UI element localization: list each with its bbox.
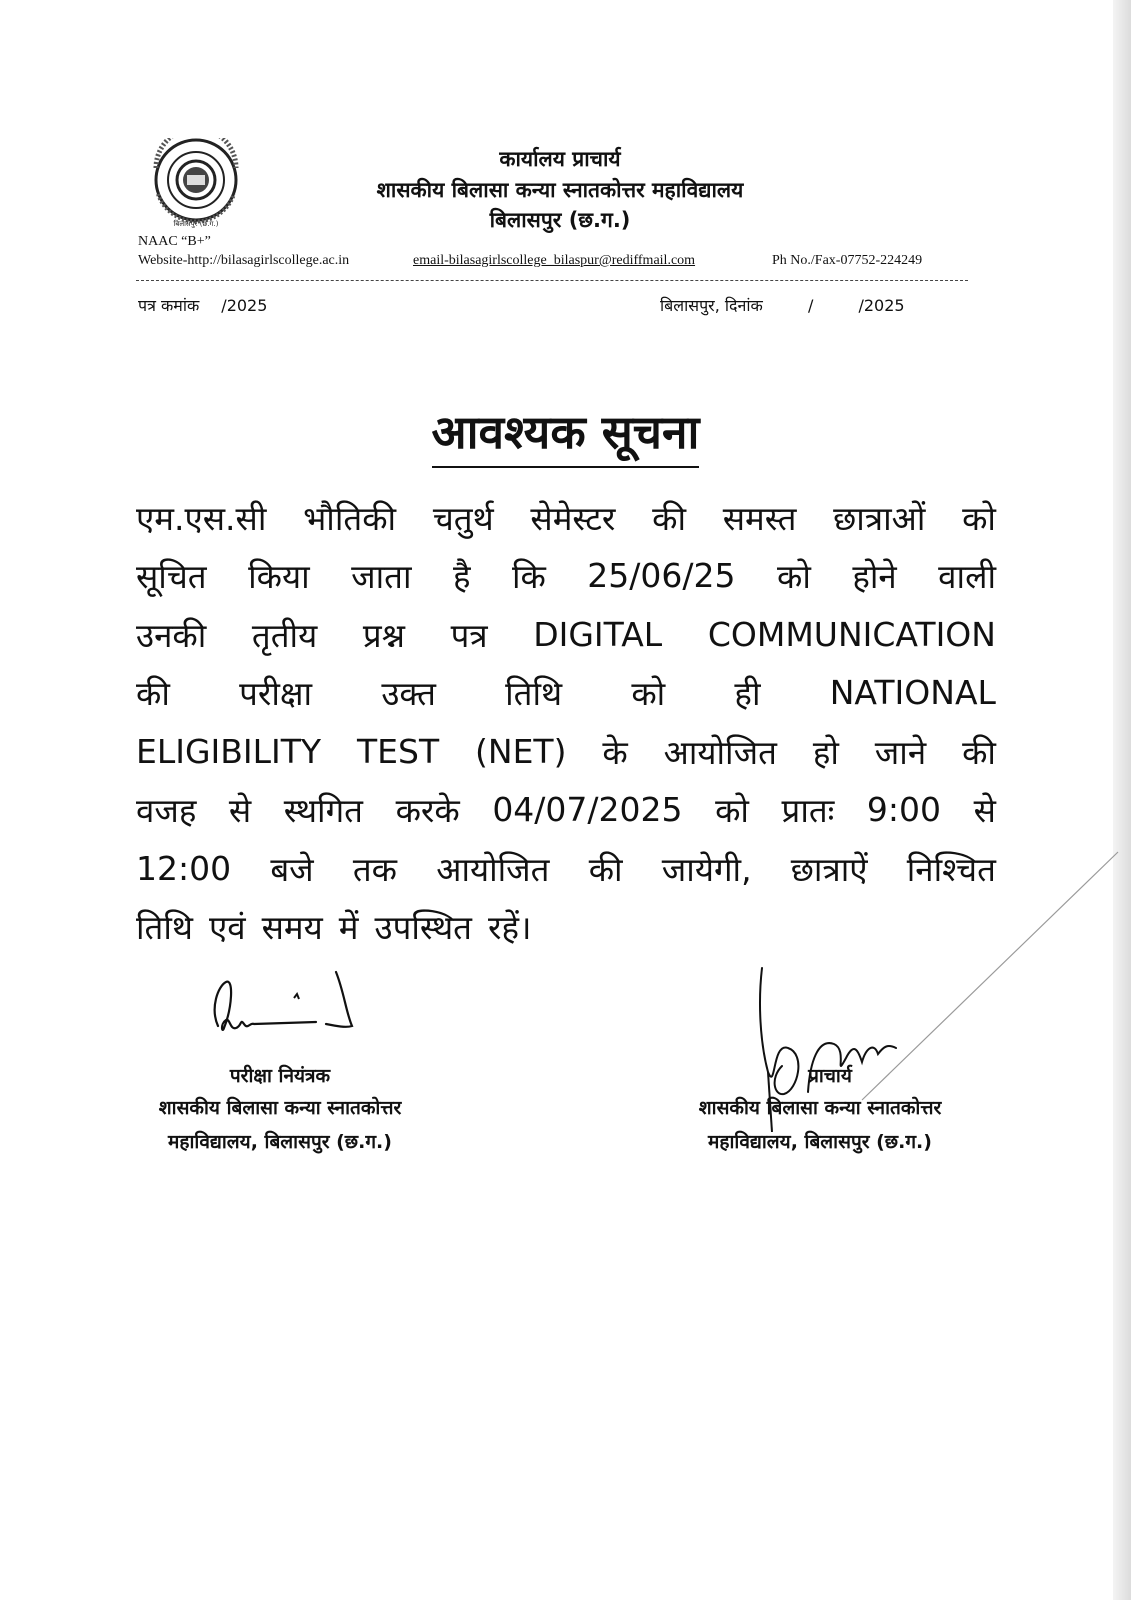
notice-word: TEST bbox=[356, 731, 440, 771]
notice-word: चतुर्थ bbox=[432, 498, 494, 538]
notice-word: की bbox=[962, 732, 996, 772]
notice-word: तृतीय bbox=[251, 615, 318, 655]
notice-word: है bbox=[452, 557, 471, 597]
notice-word: उपस्थित bbox=[374, 908, 472, 948]
place-date bbox=[660, 294, 905, 316]
contact-line bbox=[138, 253, 948, 273]
logo-caption: बिलासपुर (छ.ग.) bbox=[173, 220, 219, 228]
notice-word: वजह bbox=[136, 791, 197, 831]
notice-line bbox=[136, 605, 996, 664]
notice-word: छात्राऐं bbox=[790, 849, 868, 889]
notice-word: की bbox=[136, 674, 170, 714]
notice-line bbox=[136, 898, 996, 957]
notice-line bbox=[136, 781, 996, 840]
notice-word: 25/06/25 bbox=[587, 556, 736, 596]
website-link[interactable]: Website-http://bilasagirlscollege.ac.in bbox=[138, 253, 350, 268]
notice-title-text: आवश्यक सूचना bbox=[432, 400, 700, 468]
right-org-line2: महाविद्यालय, बिलासपुर (छ.ग.) bbox=[708, 1131, 932, 1153]
right-org-line1: शासकीय बिलासा कन्या स्नातकोत्तर bbox=[698, 1097, 942, 1119]
notice-word: एम.एस.सी bbox=[136, 498, 267, 538]
notice-word: को bbox=[776, 557, 811, 597]
notice-word: आयोजित bbox=[663, 732, 777, 772]
notice-word: प्रश्न bbox=[362, 615, 405, 655]
notice-word: उनकी bbox=[136, 615, 207, 655]
notice-word: समय bbox=[261, 908, 323, 948]
notice-word: से bbox=[973, 791, 996, 831]
notice-word: से bbox=[228, 791, 252, 831]
notice-word: 9:00 bbox=[866, 790, 942, 830]
letter-number bbox=[138, 294, 267, 316]
email-link[interactable]: email-bilasagirlscollege_bilaspur@rediffmail.com bbox=[413, 253, 696, 268]
notice-word: सेमेस्टर bbox=[530, 498, 616, 538]
notice-word: छात्राओं bbox=[833, 498, 926, 538]
notice-word: परीक्षा bbox=[239, 674, 313, 714]
college-city: बिलासपुर (छ.ग.) bbox=[489, 208, 631, 232]
college-name: शासकीय बिलासा कन्या स्नातकोत्तर महाविद्यालय bbox=[376, 178, 744, 202]
notice-word: जाता bbox=[351, 557, 412, 597]
place-date-label: बिलासपुर, दिनांक bbox=[660, 296, 763, 315]
notice-word: जायेगी, bbox=[661, 849, 752, 889]
notice-word: भौतिकी bbox=[303, 498, 397, 538]
notice-word: बजे bbox=[270, 849, 314, 889]
left-org-line2: महाविद्यालय, बिलासपुर (छ.ग.) bbox=[168, 1131, 392, 1153]
notice-word: की bbox=[652, 498, 687, 538]
notice-word: आयोजित bbox=[436, 849, 550, 889]
notice-word: जाने bbox=[874, 732, 927, 772]
notice-word: हो bbox=[812, 732, 839, 772]
notice-line bbox=[136, 488, 996, 547]
notice-word: समस्त bbox=[722, 498, 797, 538]
naac-grade: NAAC “B+” bbox=[138, 234, 211, 249]
notice-line bbox=[136, 839, 996, 898]
notice-word: की bbox=[588, 849, 623, 889]
notice-word: वाली bbox=[938, 557, 996, 597]
notice-word: निश्चित bbox=[906, 849, 996, 889]
date-slash: / bbox=[807, 296, 814, 315]
notice-word: सूचित bbox=[136, 557, 207, 597]
signature-block-right bbox=[640, 1062, 1000, 1162]
notice-word: तिथि bbox=[136, 908, 193, 948]
notice-word: तक bbox=[352, 849, 398, 889]
notice-word: 04/07/2025 bbox=[492, 790, 683, 830]
notice-word: एवं bbox=[209, 908, 246, 948]
notice-word: रहें। bbox=[487, 908, 532, 948]
notice-line bbox=[136, 664, 996, 723]
date-year: /2025 bbox=[858, 296, 905, 315]
notice-line bbox=[136, 547, 996, 606]
notice-line bbox=[136, 722, 996, 781]
notice-word: में bbox=[338, 908, 359, 948]
notice-word: COMMUNICATION bbox=[707, 614, 996, 654]
notice-word: NATIONAL bbox=[829, 673, 996, 713]
notice-word: तिथि bbox=[505, 674, 563, 714]
notice-word: स्थगित bbox=[283, 791, 363, 831]
notice-word: को bbox=[631, 674, 666, 714]
notice-word: DIGITAL bbox=[533, 614, 663, 654]
notice-word: प्रातः bbox=[781, 791, 835, 831]
notice-word: करके bbox=[395, 791, 460, 831]
notice-word: पत्र bbox=[450, 615, 488, 655]
notice-word: किया bbox=[248, 557, 310, 597]
left-org-line1: शासकीय बिलासा कन्या स्नातकोत्तर bbox=[158, 1097, 402, 1119]
notice-word: के bbox=[602, 732, 628, 772]
exam-controller-signature bbox=[196, 968, 366, 1058]
notice-word: को bbox=[715, 791, 749, 831]
letter-number-year: /2025 bbox=[221, 296, 268, 315]
notice-word: उक्त bbox=[381, 674, 436, 714]
notice-title bbox=[0, 400, 1131, 468]
notice-word: को bbox=[962, 498, 996, 538]
header-divider bbox=[136, 280, 968, 281]
notice-word: ही bbox=[734, 674, 761, 714]
notice-word: कि bbox=[511, 557, 546, 597]
college-seal-logo bbox=[140, 138, 256, 228]
notice-word: 12:00 bbox=[136, 848, 232, 888]
notice-word: (NET) bbox=[475, 731, 567, 771]
office-heading: कार्यालय प्राचार्य bbox=[499, 147, 621, 171]
notice-body bbox=[136, 488, 996, 956]
notice-word: होने bbox=[852, 557, 897, 597]
signature-block-left bbox=[100, 1062, 460, 1162]
principal-designation: प्राचार्य bbox=[808, 1065, 852, 1087]
phone-fax: Ph No./Fax-07752-224249 bbox=[772, 253, 923, 268]
exam-controller-designation: परीक्षा नियंत्रक bbox=[229, 1065, 331, 1087]
letter-number-label: पत्र कमांक bbox=[138, 296, 200, 315]
notice-word: ELIGIBILITY bbox=[136, 731, 322, 771]
